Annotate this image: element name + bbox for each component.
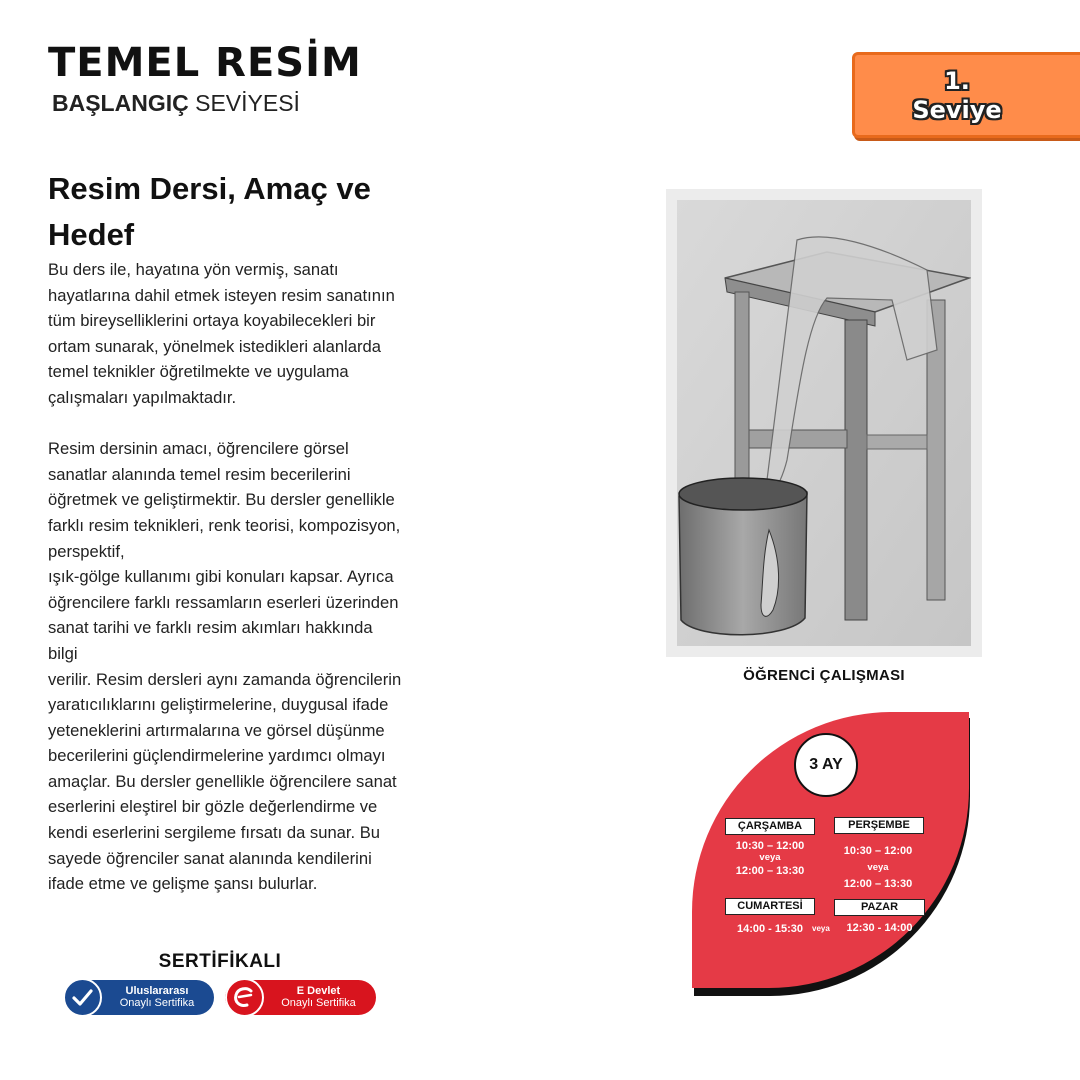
time-slot: 14:00 - 15:30 — [736, 923, 804, 935]
paragraph: Bu ders ile, hayatına yön vermiş, sanatı hayatlarına dahil etmek isteyen resim sanatının tüm bireyselliklerini ortaya koyabilecekleri bir ortam sunarak, yönelmek istedikleri alanlarda temel teknikler öğretilmekte ve uygulama çalışmaları yapılmaktadır. — [48, 260, 395, 407]
time-slot: 12:30 - 14:00 — [846, 922, 913, 934]
badge-title: E Devlet — [296, 985, 341, 997]
badge-title: Uluslararası — [125, 985, 189, 997]
student-drawing-image — [677, 200, 971, 646]
check-icon — [63, 978, 102, 1017]
level-badge — [852, 52, 1080, 138]
time-separator: veya — [759, 852, 781, 863]
artwork-caption: ÖĞRENCİ ÇALIŞMASI — [743, 667, 905, 684]
page-subtitle — [52, 90, 300, 117]
page-title: TEMEL RESİM — [48, 40, 362, 86]
day-label-sunday: PAZAR — [834, 899, 925, 916]
edevlet-logo-icon — [225, 978, 264, 1017]
time-slot: 12:00 – 13:30 — [843, 878, 913, 890]
time-separator: veya — [867, 862, 889, 873]
section-heading: Resim Dersi, Amaç ve Hedef — [48, 171, 371, 252]
badge-subtitle: Onaylı Sertifika — [119, 997, 195, 1009]
time-slot: 12:00 – 13:30 — [735, 865, 805, 877]
time-slot: 10:30 – 12:00 — [735, 840, 805, 852]
time-slot: 10:30 – 12:00 — [843, 845, 913, 857]
paragraph: Resim dersinin amacı, öğrencilere görsel sanatlar alanında temel resim becerilerini öğretmek ve geliştirmektir. Bu dersler genellikle farklı resim teknikleri, renk teorisi, kompozisyon, perspektif, ışık-gölge kullanımı gibi konuları kapsar. Ayrıca öğrencilere farklı ressamların eserleri üzerinden sanat tarihi ve farklı resim akımları hakkında bilgi verilir. Resim dersleri aynı zamanda öğrencilerin yaratıcılıklarını geliştirmelerine, duygusal ifade yeteneklerini artırmalarına ve görsel düşünme becerilerini güçlendirmelerine yardımcı olmayı amaçlar. Bu dersler genellikle öğrencilere sanat eserlerini eleştirel bir gözle değerlendirme ve kendi eserlerini sergileme fırsatı da sunar. Bu sayede öğrenciler sanat alanında kendilerini ifade etme ve gelişme şansı bulurlar. — [48, 439, 402, 894]
time-separator: veya — [812, 924, 830, 933]
subtitle-suffix: SEVİYESİ — [195, 90, 300, 116]
day-label-thursday: PERŞEMBE — [834, 817, 924, 834]
pencil-drawing-illustration — [677, 200, 971, 646]
article-body — [48, 257, 448, 897]
international-certificate-badge — [64, 980, 214, 1015]
artwork-frame — [666, 189, 982, 657]
subtitle-level: BAŞLANGIÇ — [52, 90, 189, 116]
duration-badge: 3 AY — [794, 733, 858, 797]
day-label-wednesday: ÇARŞAMBA — [725, 818, 815, 835]
certificate-heading: SERTİFİKALI — [158, 951, 282, 972]
level-number: 1. — [944, 67, 970, 95]
badge-subtitle: Onaylı Sertifika — [281, 997, 356, 1009]
level-label: Seviye — [912, 96, 1002, 124]
edevlet-certificate-badge — [225, 980, 376, 1015]
day-label-saturday: CUMARTESİ — [725, 898, 815, 915]
